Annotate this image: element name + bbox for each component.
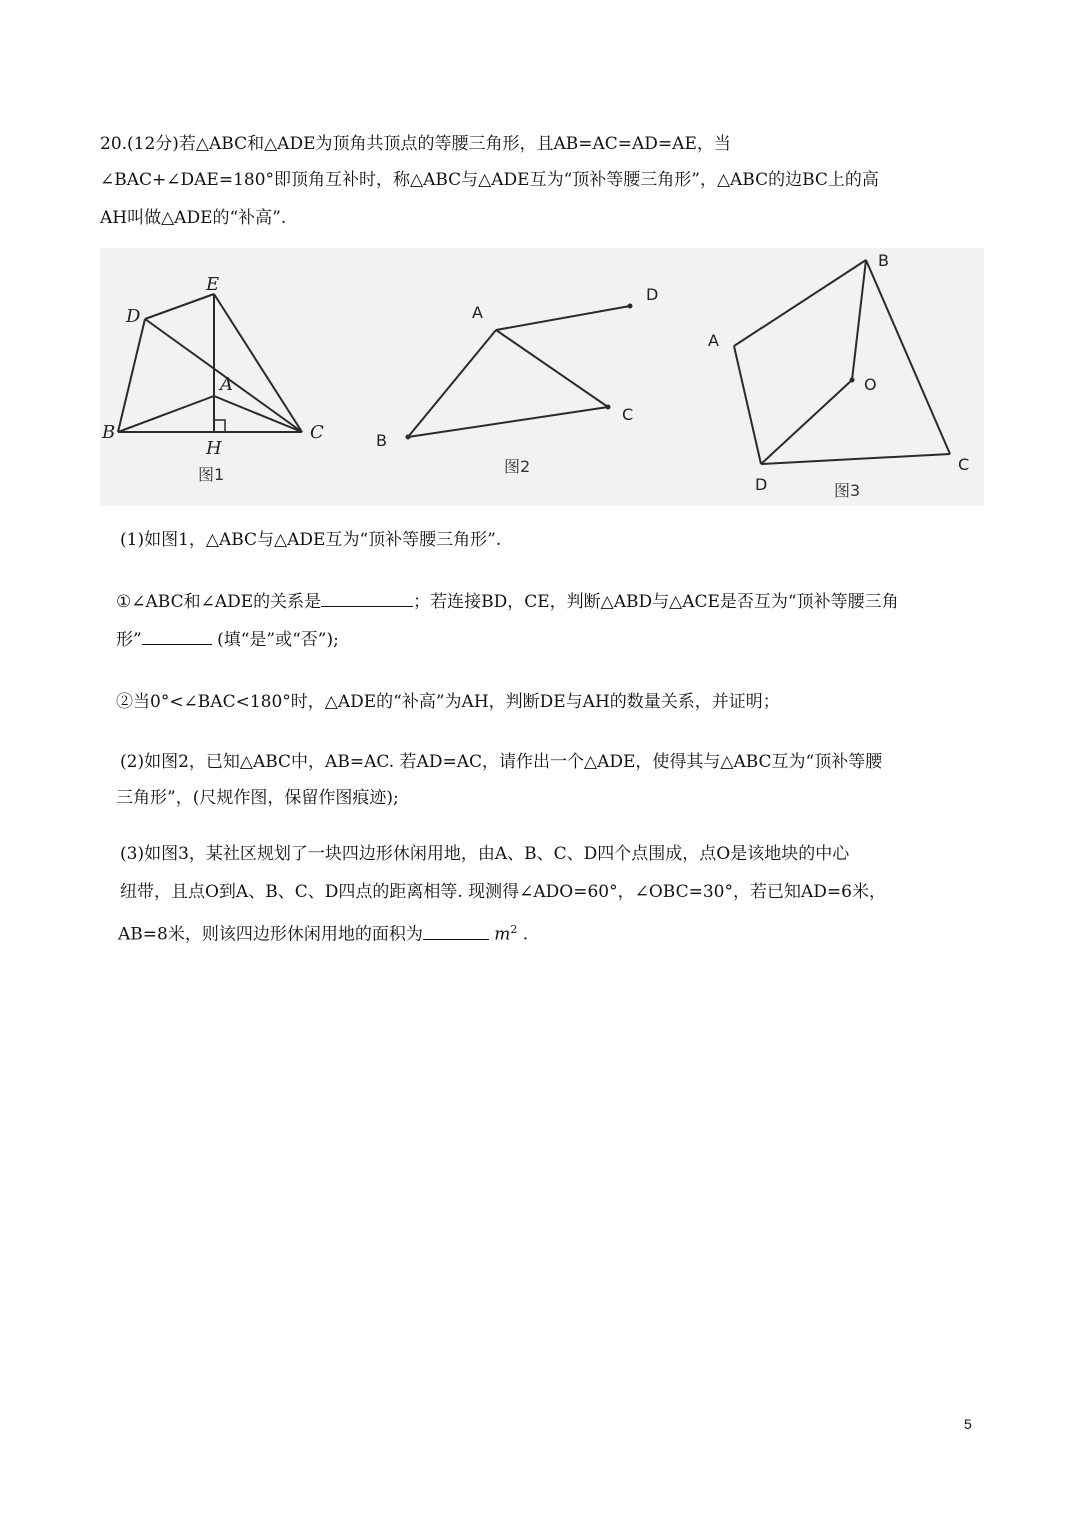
fig2-caption: 图2 [504, 457, 531, 476]
fig3-edge-DA [734, 346, 761, 464]
fig3-label-D: D [755, 475, 768, 494]
fig3-edge-AB [734, 260, 866, 346]
area-unit-exponent: 2 [510, 923, 518, 936]
fig1-label-A: A [220, 374, 233, 395]
fig1-edge-BA [118, 396, 214, 432]
fig1-edge-EC [214, 294, 302, 432]
fig2-label-A: A [472, 303, 483, 322]
fig2-edge-BC [408, 407, 608, 437]
fig2-edge-BA [408, 330, 496, 437]
question-line-2: ∠BAC+∠DAE=180°即顶角互补时，称△ABC与△ADE互为“顶补等腰三角形”，△ABC的边BC上的高 [100, 170, 879, 190]
fig3-label-O: O [864, 375, 877, 394]
fig1-label-E: E [206, 274, 220, 295]
question-line-1: 20.(12分)若△ABC和△ADE为顶角共顶点的等腰三角形，且AB=AC=AD=AE，当 [100, 134, 731, 154]
fig3-point-O [850, 378, 855, 383]
fig3-label-A: A [708, 331, 719, 350]
fig2-edge-AD [496, 306, 630, 330]
fig3-edge-OD [761, 380, 852, 464]
part1-q1-line1 [116, 590, 899, 614]
area-unit: m [494, 924, 511, 945]
figure-2 [376, 285, 658, 476]
fig3-edge-BC [866, 260, 950, 454]
fig1-label-D: D [126, 306, 141, 327]
part1-q1-line2 [116, 628, 339, 652]
fig2-edge-AC [496, 330, 608, 407]
fig3-edge-CD [761, 454, 950, 464]
part3-line-2: 纽带，且点O到A、B、C、D四点的距离相等. 现测得∠ADO=60°，∠OBC=30°，若已知AD=6米， [120, 882, 886, 902]
fig1-label-C: C [310, 422, 324, 443]
fig1-caption: 图1 [198, 465, 225, 484]
question-line-3: AH叫做△ADE的“补高”. [100, 208, 287, 228]
part3-text-b: . [517, 924, 529, 945]
fig1-edge-BD [118, 319, 145, 432]
answer-blank-angle-relation[interactable] [321, 590, 413, 607]
part3-line-1: (3)如图3，某社区规划了一块四边形休闲用地，由A、B、C、D四个点围成，点O是该地块的中心 [120, 844, 850, 864]
fig1-edge-DE [145, 294, 214, 319]
fig2-point-B [406, 435, 411, 440]
fig1-label-H: H [206, 438, 222, 459]
part1-intro: (1)如图1，△ABC与△ADE互为“顶补等腰三角形”. [120, 530, 502, 550]
fig1-label-B: B [102, 422, 116, 443]
answer-blank-yes-no[interactable] [142, 628, 212, 645]
part1-q1-text-b: ；若连接BD，CE，判断△ABD与△ACE是否互为“顶补等腰三角 [413, 592, 899, 612]
fig2-point-C [606, 405, 611, 410]
figure-1 [101, 274, 324, 484]
part1-q1-text-a: ①∠ABC和∠ADE的关系是 [116, 592, 322, 612]
fig3-label-B: B [878, 251, 889, 270]
part2-line-2: 三角形”，(尺规作图，保留作图痕迹); [116, 788, 399, 808]
answer-blank-area[interactable] [423, 923, 489, 940]
figure-3 [708, 251, 969, 500]
fig1-right-angle-mark [214, 420, 225, 432]
fig3-edge-BO [852, 260, 866, 380]
part1-q1-text-c: 形” [116, 630, 142, 650]
part2-line-1: (2)如图2，已知△ABC中，AB=AC. 若AD=AC，请作出一个△ADE，使得其与△ABC互为“顶补等腰 [120, 752, 883, 772]
part1-q1-text-d: (填“是”或“否”); [211, 630, 339, 650]
part3-text-a: AB=8米，则该四边形休闲用地的面积为 [118, 924, 423, 945]
fig2-label-D: D [646, 285, 659, 304]
part1-q2: ②当0°<∠BAC<180°时，△ADE的“补高”为AH，判断DE与AH的数量关系，并证明； [116, 692, 780, 712]
fig3-label-C: C [958, 455, 970, 474]
figures-svg [100, 248, 984, 506]
figures-panel [100, 248, 984, 506]
fig2-label-B: B [376, 431, 387, 450]
fig3-caption: 图3 [834, 481, 861, 500]
fig2-label-C: C [622, 405, 634, 424]
page-number: 5 [964, 1416, 972, 1432]
fig2-point-D [628, 304, 633, 309]
part3-line-3 [118, 918, 528, 947]
